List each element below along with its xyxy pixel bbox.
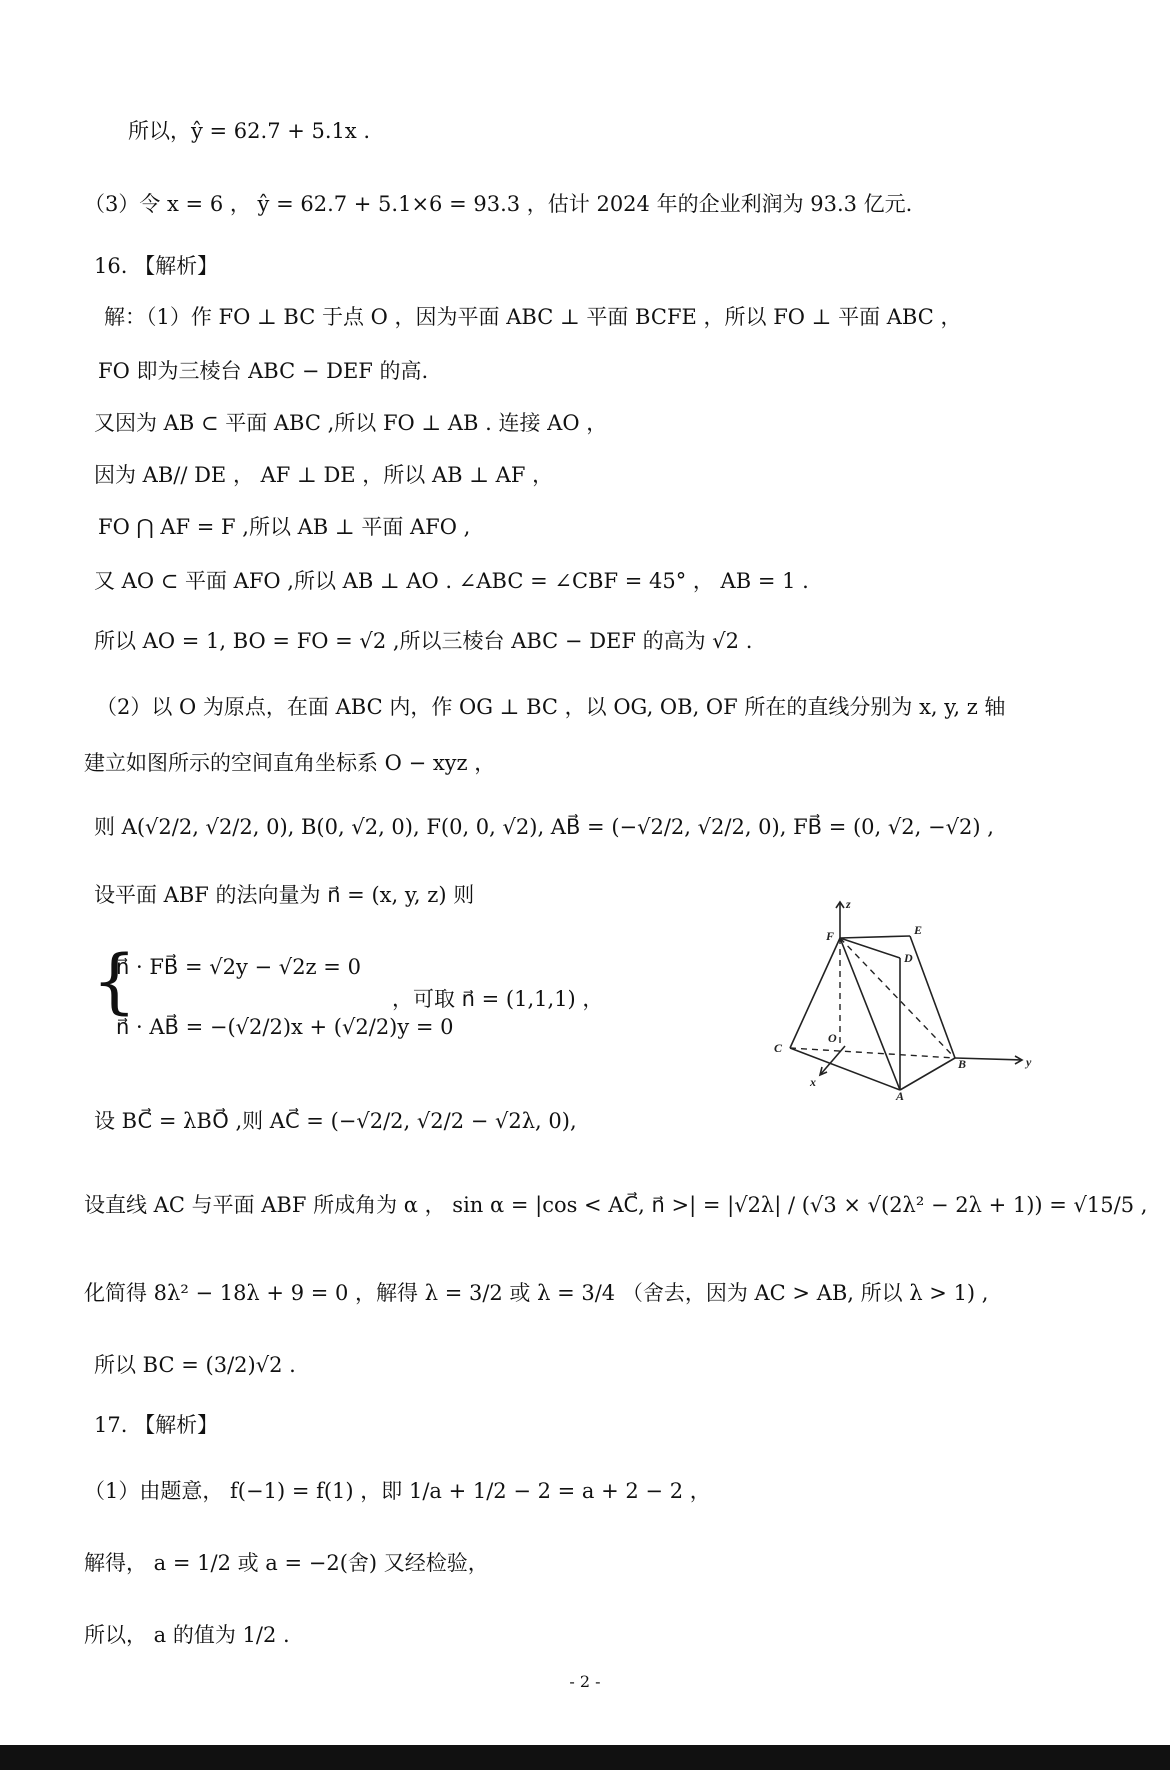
- equation-line-2: n⃗ · AB⃗ = −(√2/2)x + (√2/2)y = 0: [116, 1015, 454, 1039]
- axis-label-z: z: [846, 900, 851, 911]
- point-label-E: E: [914, 923, 923, 937]
- normal-vector-choice: ，可取 n⃗ = (1,1,1) ，: [392, 987, 604, 1011]
- text-line-6: 又因为 AB ⊂ 平面 ABC ,所以 FO ⊥ AB . 连接 AO ，: [94, 411, 608, 435]
- text-line-1: 所以，ŷ = 62.7 + 5.1x .: [128, 119, 371, 143]
- text-line-8: FO ⋂ AF = F ,所以 AB ⊥ 平面 AFO ,: [98, 515, 471, 539]
- text-line-25: 所以， a 的值为 1/2 .: [84, 1623, 290, 1647]
- axis-label-x: x: [810, 1075, 816, 1089]
- text-line-5: FO 即为三棱台 ABC − DEF 的高.: [98, 359, 429, 383]
- point-label-F: F: [826, 929, 835, 943]
- text-line-11: （2）以 O 为原点，在面 ABC 内，作 OG ⊥ BC ，以 OG, OB, OF 所在的直线分别为 x, y, z 轴: [96, 695, 1006, 719]
- text-line-12: 建立如图所示的空间直角坐标系 O − xyz ，: [84, 751, 496, 775]
- point-label-A: A: [896, 1089, 905, 1100]
- text-line-18: 设 BC⃗ = λBO⃗ ,则 AC⃗ = (−√2/2, √2/2 − √2λ, 0),: [94, 1109, 577, 1133]
- system-brace: {: [92, 940, 137, 1022]
- frustum-figure: [760, 900, 1040, 1100]
- axis-label-y: y: [1026, 1055, 1032, 1069]
- text-line-9: 又 AO ⊂ 平面 AFO ,所以 AB ⊥ AO . ∠ABC = ∠CBF = 45° ， AB = 1 .: [94, 569, 809, 593]
- text-line-4: 解：（1）作 FO ⊥ BC 于点 O ，因为平面 ABC ⊥ 平面 BCFE ，所以 FO ⊥ 平面 ABC ，: [104, 305, 962, 329]
- point-label-D: D: [904, 951, 913, 965]
- text-line-21: 所以 BC = (3/2)√2 .: [94, 1353, 296, 1377]
- text-line-20: 化简得 8λ² − 18λ + 9 = 0 ，解得 λ = 3/2 或 λ = 3/4 （舍去，因为 AC > AB, 所以 λ > 1) ,: [84, 1281, 989, 1305]
- bottom-edge-bar: [0, 1745, 1170, 1770]
- point-label-C: C: [774, 1041, 783, 1055]
- text-line-23: （1）由题意， f(−1) = f(1) ，即 1/a + 1/2 − 2 = a + 2 − 2 ，: [84, 1479, 711, 1503]
- text-line-10: 所以 AO = 1, BO = FO = √2 ,所以三棱台 ABC − DEF 的高为 √2 .: [94, 629, 753, 653]
- section-heading-17: 17. 【解析】: [94, 1413, 219, 1437]
- section-heading-16: 16. 【解析】: [94, 254, 219, 278]
- page-number: - 2 -: [569, 1672, 601, 1691]
- equation-line-1: n⃗ · FB⃗ = √2y − √2z = 0: [116, 955, 361, 979]
- text-line-19: 设直线 AC 与平面 ABF 所成角为 α ， sin α = |cos < AC⃗, n⃗ >| = |√2λ| / (√3 × √(2λ² − 2λ + 1)) = √15/5 ,: [84, 1193, 1148, 1217]
- frustum-diagram: [760, 900, 1040, 1100]
- point-label-B: B: [958, 1057, 967, 1071]
- point-label-O: O: [828, 1031, 837, 1045]
- text-line-7: 因为 AB// DE ， AF ⊥ DE ，所以 AB ⊥ AF ，: [94, 463, 554, 487]
- text-line-24: 解得， a = 1/2 或 a = −2(舍) 又经检验，: [84, 1551, 489, 1575]
- text-line-14: 设平面 ABF 的法向量为 n⃗ = (x, y, z) 则: [94, 883, 475, 907]
- text-line-2: （3）令 x = 6 ， ŷ = 62.7 + 5.1×6 = 93.3 ，估计 2024 年的企业利润为 93.3 亿元.: [84, 192, 913, 216]
- text-line-13: 则 A(√2/2, √2/2, 0), B(0, √2, 0), F(0, 0, √2), AB⃗ = (−√2/2, √2/2, 0), FB⃗ = (0, √2, −√2) ,: [94, 815, 994, 839]
